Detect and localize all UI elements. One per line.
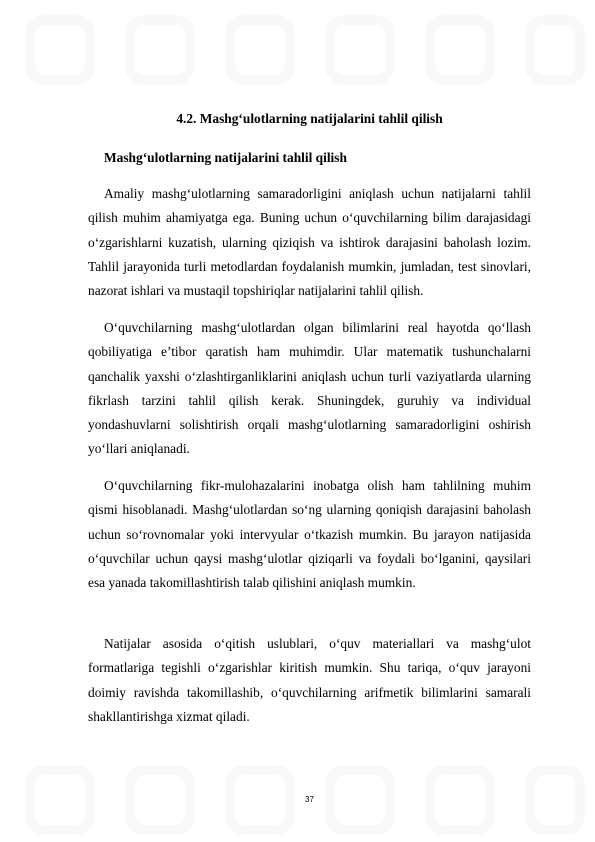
sub-heading: Mashg‘ulotlarning natijalarini tahlil qilish xyxy=(104,150,347,165)
paragraph-2: O‘quvchilarning mashg‘ulotlardan olgan bilimlarini real hayotda qo‘llash qobiliyatiga e’tibor qaratish ham muhimdir. Ular matematik tushunchalarni qanchalik yaxshi o‘zlashtirganliklarini aniqlash uchun turli vaziyatlarda ularning fikrlash tarzini tahlil qilish kerak. Shuningdek, guruhiy va individual yondashuvlarni solishtirish orqali mashg‘ulotlarning samaradorligini oshirish yo‘llari aniqlanadi. xyxy=(88,320,531,457)
paragraph-1: Amaliy mashg‘ulotlarning samaradorligini aniqlash uchun natijalarni tahlil qilish muhim ahamiyatga ega. Buning uchun o‘quvchilarning bilim darajasidagi o‘zgarishlarni kuzatish, ularning qiziqish va ishtirok darajasini baholash lozim. Tahlil jarayonida turli metodlardan foydalanish mumkin, jumladan, test sinovlari, nazorat ishlari va mustaqil topshiriqlar natijalarini tahlil qilish. xyxy=(88,186,531,299)
section-heading: 4.2. Mashg‘ulotlarning natijalarini tahlil qilish xyxy=(176,111,443,126)
paragraph-4: Natijalar asosida o‘qitish uslublari, o‘quv materiallari va mashg‘ulot formatlariga tegishli o‘zgarishlar kiritish mumkin. Shu tariqa, o‘quv jarayoni doimiy ravishda takomillashib, o‘quvchilarning arifmetik bilimlarini samarali shakllantirishga xizmat qiladi. xyxy=(88,636,531,724)
page-number: 37 xyxy=(305,795,314,804)
paragraph-3: O‘quvchilarning fikr-mulohazalarini inobatga olish ham tahlilning muhim qismi hisoblanadi. Mashg‘ulotlardan so‘ng ularning qoniqish darajasini baholash uchun so‘rovnomalar yoki intervyular o‘tkazish mumkin. Bu jarayon natijasida o‘quvchilar uchun qaysi mashg‘ulotlar qiziqarli va foydali bo‘lganini, qaysilari esa yanada takomillashtirish talab qilishini aniqlash mumkin. xyxy=(88,478,531,591)
